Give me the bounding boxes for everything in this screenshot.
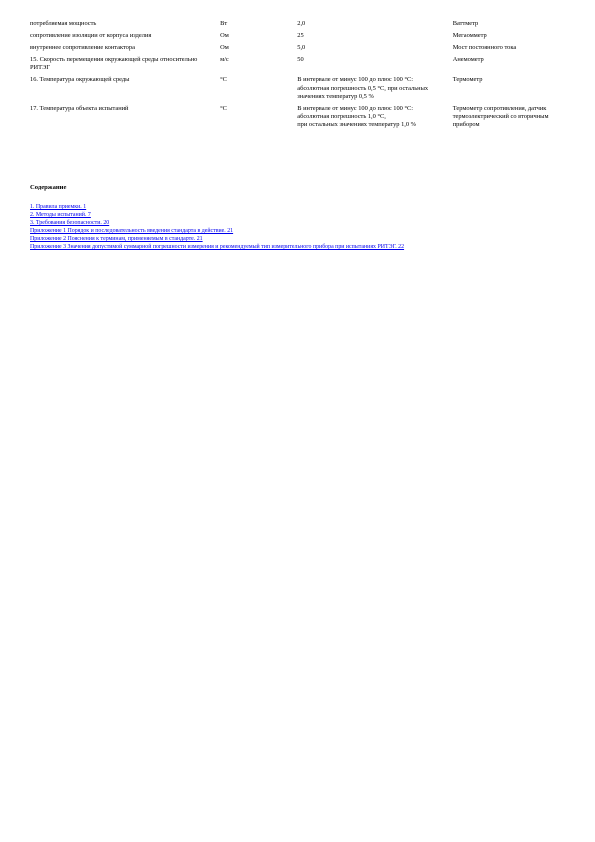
toc-link[interactable]: 1. Правила приемки. 1 (30, 204, 87, 210)
parameter-name-cell: внутреннее сопротивление контактора (30, 44, 135, 52)
accuracy-cell (295, 20, 450, 32)
instrument-cell: Ваттметр (452, 20, 479, 27)
toc-link[interactable]: Приложение 1 Порядок и последовательность введения стандарта в действие. 21 (30, 228, 234, 235)
parameter-name-cell: сопротивление изоляции от корпуса изделия (30, 32, 152, 40)
accuracy-line: абсолютная погрешность 1,0 °С, (297, 112, 386, 120)
table-row (28, 105, 568, 133)
accuracy-line: абсолютная погрешность 0,5 °С, при остальных значениях температур 0,5 % (297, 84, 429, 100)
unit-cell: Ом (220, 44, 229, 52)
toc-link[interactable]: Приложение 2 Пояснения к терминам, применяемым в стандарте. 21 (30, 236, 203, 243)
unit-cell: Вт (220, 20, 228, 27)
accuracy-cell (295, 44, 450, 56)
accuracy-line: 25 (297, 32, 304, 40)
toc-link[interactable]: 2. Методы испытаний. 7 (30, 212, 91, 219)
unit-cell: Ом (220, 32, 229, 40)
instrument-cell: Термометр сопротивления, датчик термоэлектрический со вторичным прибором (452, 104, 549, 128)
table-row (28, 32, 568, 44)
accuracy-line: при остальных значениях температур 1,0 % (297, 120, 416, 128)
accuracy-cell (295, 76, 450, 104)
table-row (28, 76, 568, 104)
parameter-name-cell: 17. Температура объекта испытаний (30, 104, 129, 112)
accuracy-cell (295, 56, 450, 76)
toc-title: Содержание (30, 184, 67, 191)
accuracy-cell (295, 105, 450, 133)
accuracy-line: 50 (297, 56, 304, 64)
accuracy-line: 5,0 (297, 44, 306, 52)
accuracy-cell (295, 32, 450, 44)
instrument-cell: Мегаомметр (452, 32, 487, 40)
parameter-name-cell: потребляемая мощность (30, 20, 97, 27)
instrument-cell: Анемометр (452, 56, 484, 64)
accuracy-line: 2,0 (297, 20, 306, 27)
instrument-cell: Мост постоянного тока (452, 44, 517, 52)
parameters-table-body (28, 20, 568, 133)
table-row (28, 56, 568, 76)
table-row (28, 20, 568, 32)
toc-link[interactable]: Приложение 3 Значения допустимой суммарной погрешности измерения и рекомендуемый тип измерительного прибора при испытаниях РИТЭГ. 22 (30, 244, 405, 251)
accuracy-line: В интервале от минус 100 до плюс 100 °С: (297, 76, 414, 84)
unit-cell: °С (220, 76, 227, 84)
toc-list (30, 203, 404, 252)
parameter-name-cell: 16. Температура окружающей среды (30, 76, 130, 84)
instrument-cell: Термометр (452, 76, 483, 84)
accuracy-line: В интервале от минус 100 до плюс 100 °С: (297, 104, 414, 112)
unit-cell: °С (220, 104, 227, 112)
unit-cell: м/с (220, 56, 229, 64)
parameters-table (28, 20, 568, 133)
parameter-name-cell: 15. Скорость перемещения окружающей среды относительно РИТЭГ (30, 56, 198, 72)
toc-link[interactable]: 3. Требования безопасности. 20 (30, 220, 110, 227)
table-row (28, 44, 568, 56)
